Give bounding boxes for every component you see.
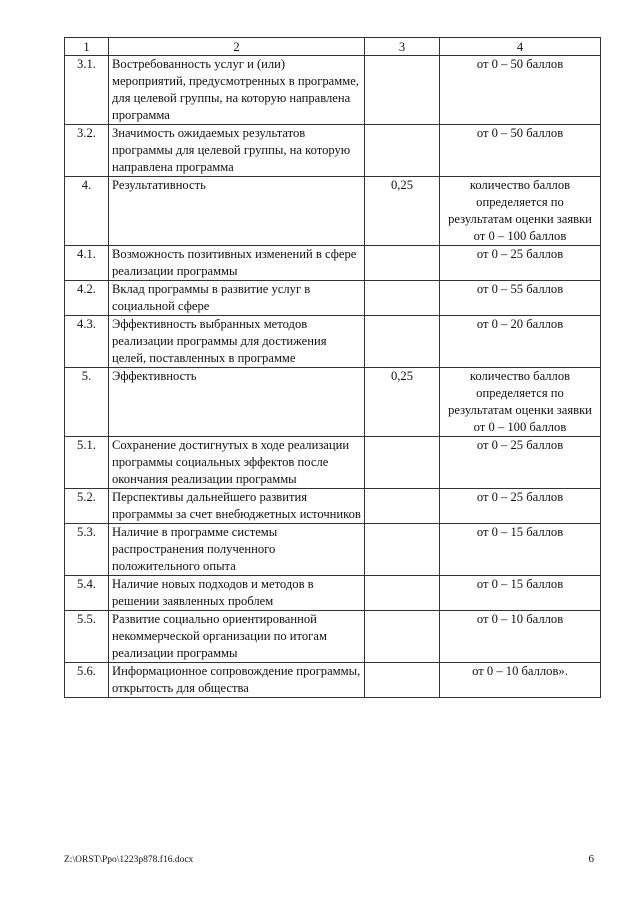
header-col-2: 2 <box>109 38 365 56</box>
weight-coefficient <box>365 576 440 611</box>
table-row <box>65 368 601 437</box>
criterion-text: Информационное сопровождение программы, открытость для общества <box>109 663 365 698</box>
table-row <box>65 281 601 316</box>
score-range: от 0 – 25 баллов <box>440 489 601 524</box>
weight-coefficient <box>365 316 440 368</box>
table-row <box>65 125 601 177</box>
criterion-text: Востребованность услуг и (или) мероприятий, предусмотренных в программе, для целевой группы, на которую направлена программа <box>109 56 365 125</box>
criterion-text: Значимость ожидаемых результатов программы для целевой группы, на которую направлена программа <box>109 125 365 177</box>
criterion-text: Перспективы дальнейшего развития программы за счет внебюджетных источников <box>109 489 365 524</box>
score-range: количество баллов определяется по результатам оценки заявки от 0 – 100 баллов <box>440 177 601 246</box>
row-number: 5.3. <box>65 524 109 576</box>
row-number: 5.5. <box>65 611 109 663</box>
weight-coefficient <box>365 56 440 125</box>
weight-coefficient: 0,25 <box>365 368 440 437</box>
weight-coefficient <box>365 437 440 489</box>
row-number: 5.2. <box>65 489 109 524</box>
weight-coefficient <box>365 246 440 281</box>
criterion-text: Возможность позитивных изменений в сфере реализации программы <box>109 246 365 281</box>
row-number: 5.6. <box>65 663 109 698</box>
weight-coefficient <box>365 611 440 663</box>
table-body <box>65 56 601 698</box>
criterion-text: Результативность <box>109 177 365 246</box>
table-row <box>65 437 601 489</box>
criterion-text: Наличие новых подходов и методов в решении заявленных проблем <box>109 576 365 611</box>
weight-coefficient <box>365 489 440 524</box>
weight-coefficient <box>365 281 440 316</box>
row-number: 4.3. <box>65 316 109 368</box>
criterion-text: Эффективность выбранных методов реализации программы для достижения целей, поставленных в программе <box>109 316 365 368</box>
score-range: от 0 – 50 баллов <box>440 56 601 125</box>
score-range: от 0 – 10 баллов <box>440 611 601 663</box>
weight-coefficient <box>365 125 440 177</box>
score-range: от 0 – 25 баллов <box>440 246 601 281</box>
criterion-text: Наличие в программе системы распространения полученного положительного опыта <box>109 524 365 576</box>
header-row <box>65 38 601 56</box>
score-range: от 0 – 55 баллов <box>440 281 601 316</box>
table-row <box>65 576 601 611</box>
page-number: 6 <box>588 853 594 865</box>
criterion-text: Вклад программы в развитие услуг в социальной сфере <box>109 281 365 316</box>
row-number: 3.2. <box>65 125 109 177</box>
table-row <box>65 524 601 576</box>
table-row <box>65 177 601 246</box>
table-row <box>65 489 601 524</box>
criterion-text: Развитие социально ориентированной некоммерческой организации по итогам реализации программы <box>109 611 365 663</box>
row-number: 5. <box>65 368 109 437</box>
table-row <box>65 611 601 663</box>
score-range: от 0 – 15 баллов <box>440 524 601 576</box>
criterion-text: Эффективность <box>109 368 365 437</box>
weight-coefficient <box>365 663 440 698</box>
row-number: 5.4. <box>65 576 109 611</box>
weight-coefficient: 0,25 <box>365 177 440 246</box>
row-number: 4.1. <box>65 246 109 281</box>
score-range: от 0 – 15 баллов <box>440 576 601 611</box>
table-row <box>65 316 601 368</box>
score-range: от 0 – 10 баллов». <box>440 663 601 698</box>
row-number: 4.2. <box>65 281 109 316</box>
score-range: от 0 – 50 баллов <box>440 125 601 177</box>
table-row <box>65 246 601 281</box>
row-number: 4. <box>65 177 109 246</box>
criterion-text: Сохранение достигнутых в ходе реализации программы социальных эффектов после окончания реализации программы <box>109 437 365 489</box>
table-row <box>65 56 601 125</box>
row-number: 3.1. <box>65 56 109 125</box>
header-col-4: 4 <box>440 38 601 56</box>
row-number: 5.1. <box>65 437 109 489</box>
score-range: количество баллов определяется по результатам оценки заявки от 0 – 100 баллов <box>440 368 601 437</box>
score-range: от 0 – 20 баллов <box>440 316 601 368</box>
score-range: от 0 – 25 баллов <box>440 437 601 489</box>
weight-coefficient <box>365 524 440 576</box>
footer-file-path: Z:\ORST\Ppo\1223p878.f16.docx <box>64 855 194 865</box>
criteria-table <box>64 37 601 698</box>
table-row <box>65 663 601 698</box>
header-col-1: 1 <box>65 38 109 56</box>
header-col-3: 3 <box>365 38 440 56</box>
